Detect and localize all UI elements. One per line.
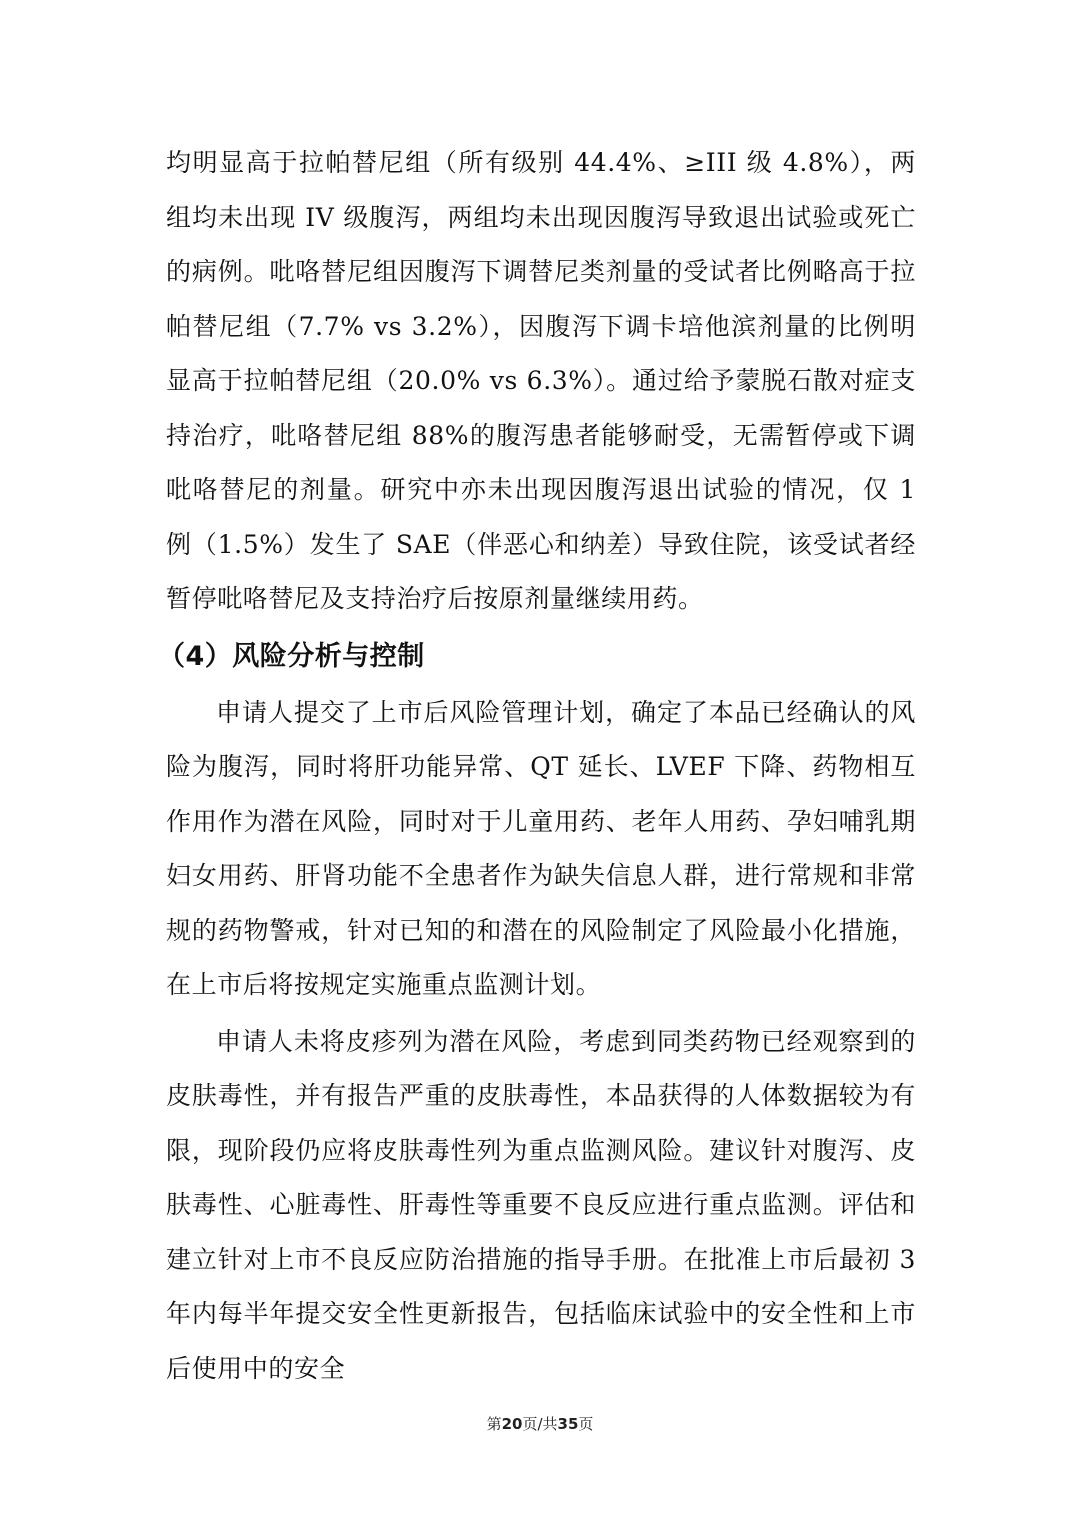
paragraph-risk-management-plan: 申请人提交了上市后风险管理计划，确定了本品已经确认的风险为腹泻，同时将肝功能异常、QT 延长、LVEF 下降、药物相互作用作为潜在风险，同时对于儿童用药、老年人用药、孕妇哺乳期妇女用药、肝肾功能不全患者作为缺失信息人群，进行常规和非常规的药物警戒，针对已知的和潜在的风险制定了风险最小化措施，在上市后将按规定实施重点监测计划。 xyxy=(166,697,916,999)
footer-total-pages: 35 xyxy=(557,1415,579,1433)
paragraph-diarrhea-comparison: 均明显高于拉帕替尼组（所有级别 44.4%、≥III 级 4.8%），两组均未出现 IV 级腹泻，两组均未出现因腹泻导致退出试验或死亡的病例。吡咯替尼组因腹泻下调替尼类剂量的受试者比例略高于拉帕替尼组（7.7% vs 3.2%），因腹泻下调卡培他滨剂量的比例明显高于拉帕替尼组（20.0% vs 6.3%）。通过给予蒙脱石散对症支持治疗，吡咯替尼组 88%的腹泻患者能够耐受，无需暂停或下调吡咯替尼的剂量。研究中亦未出现因腹泻退出试验的情况，仅 1 例（1.5%）发生了 SAE（伴恶心和纳差）导致住院，该受试者经暂停吡咯替尼及支持治疗后按原剂量继续用药。 xyxy=(166,148,916,613)
footer-middle: 页/共 xyxy=(522,1415,558,1433)
footer-current-page: 20 xyxy=(501,1415,523,1433)
footer-suffix: 页 xyxy=(578,1415,594,1433)
page-body xyxy=(158,136,916,1396)
section-heading-risk-analysis: （4）风险分析与控制 xyxy=(158,640,425,672)
footer-prefix: 第 xyxy=(486,1415,502,1433)
page-footer xyxy=(0,1413,1080,1434)
paragraph-skin-toxicity: 申请人未将皮疹列为潜在风险，考虑到同类药物已经观察到的皮肤毒性，并有报告严重的皮肤毒性，本品获得的人体数据较为有限，现阶段仍应将皮肤毒性列为重点监测风险。建议针对腹泻、皮肤毒性、心脏毒性、肝毒性等重要不良反应进行重点监测。评估和建立针对上市不良反应防治措施的指导手册。在批准上市后最初 3 年内每半年提交安全性更新报告，包括临床试验中的安全性和上市后使用中的安全 xyxy=(166,1026,916,1383)
